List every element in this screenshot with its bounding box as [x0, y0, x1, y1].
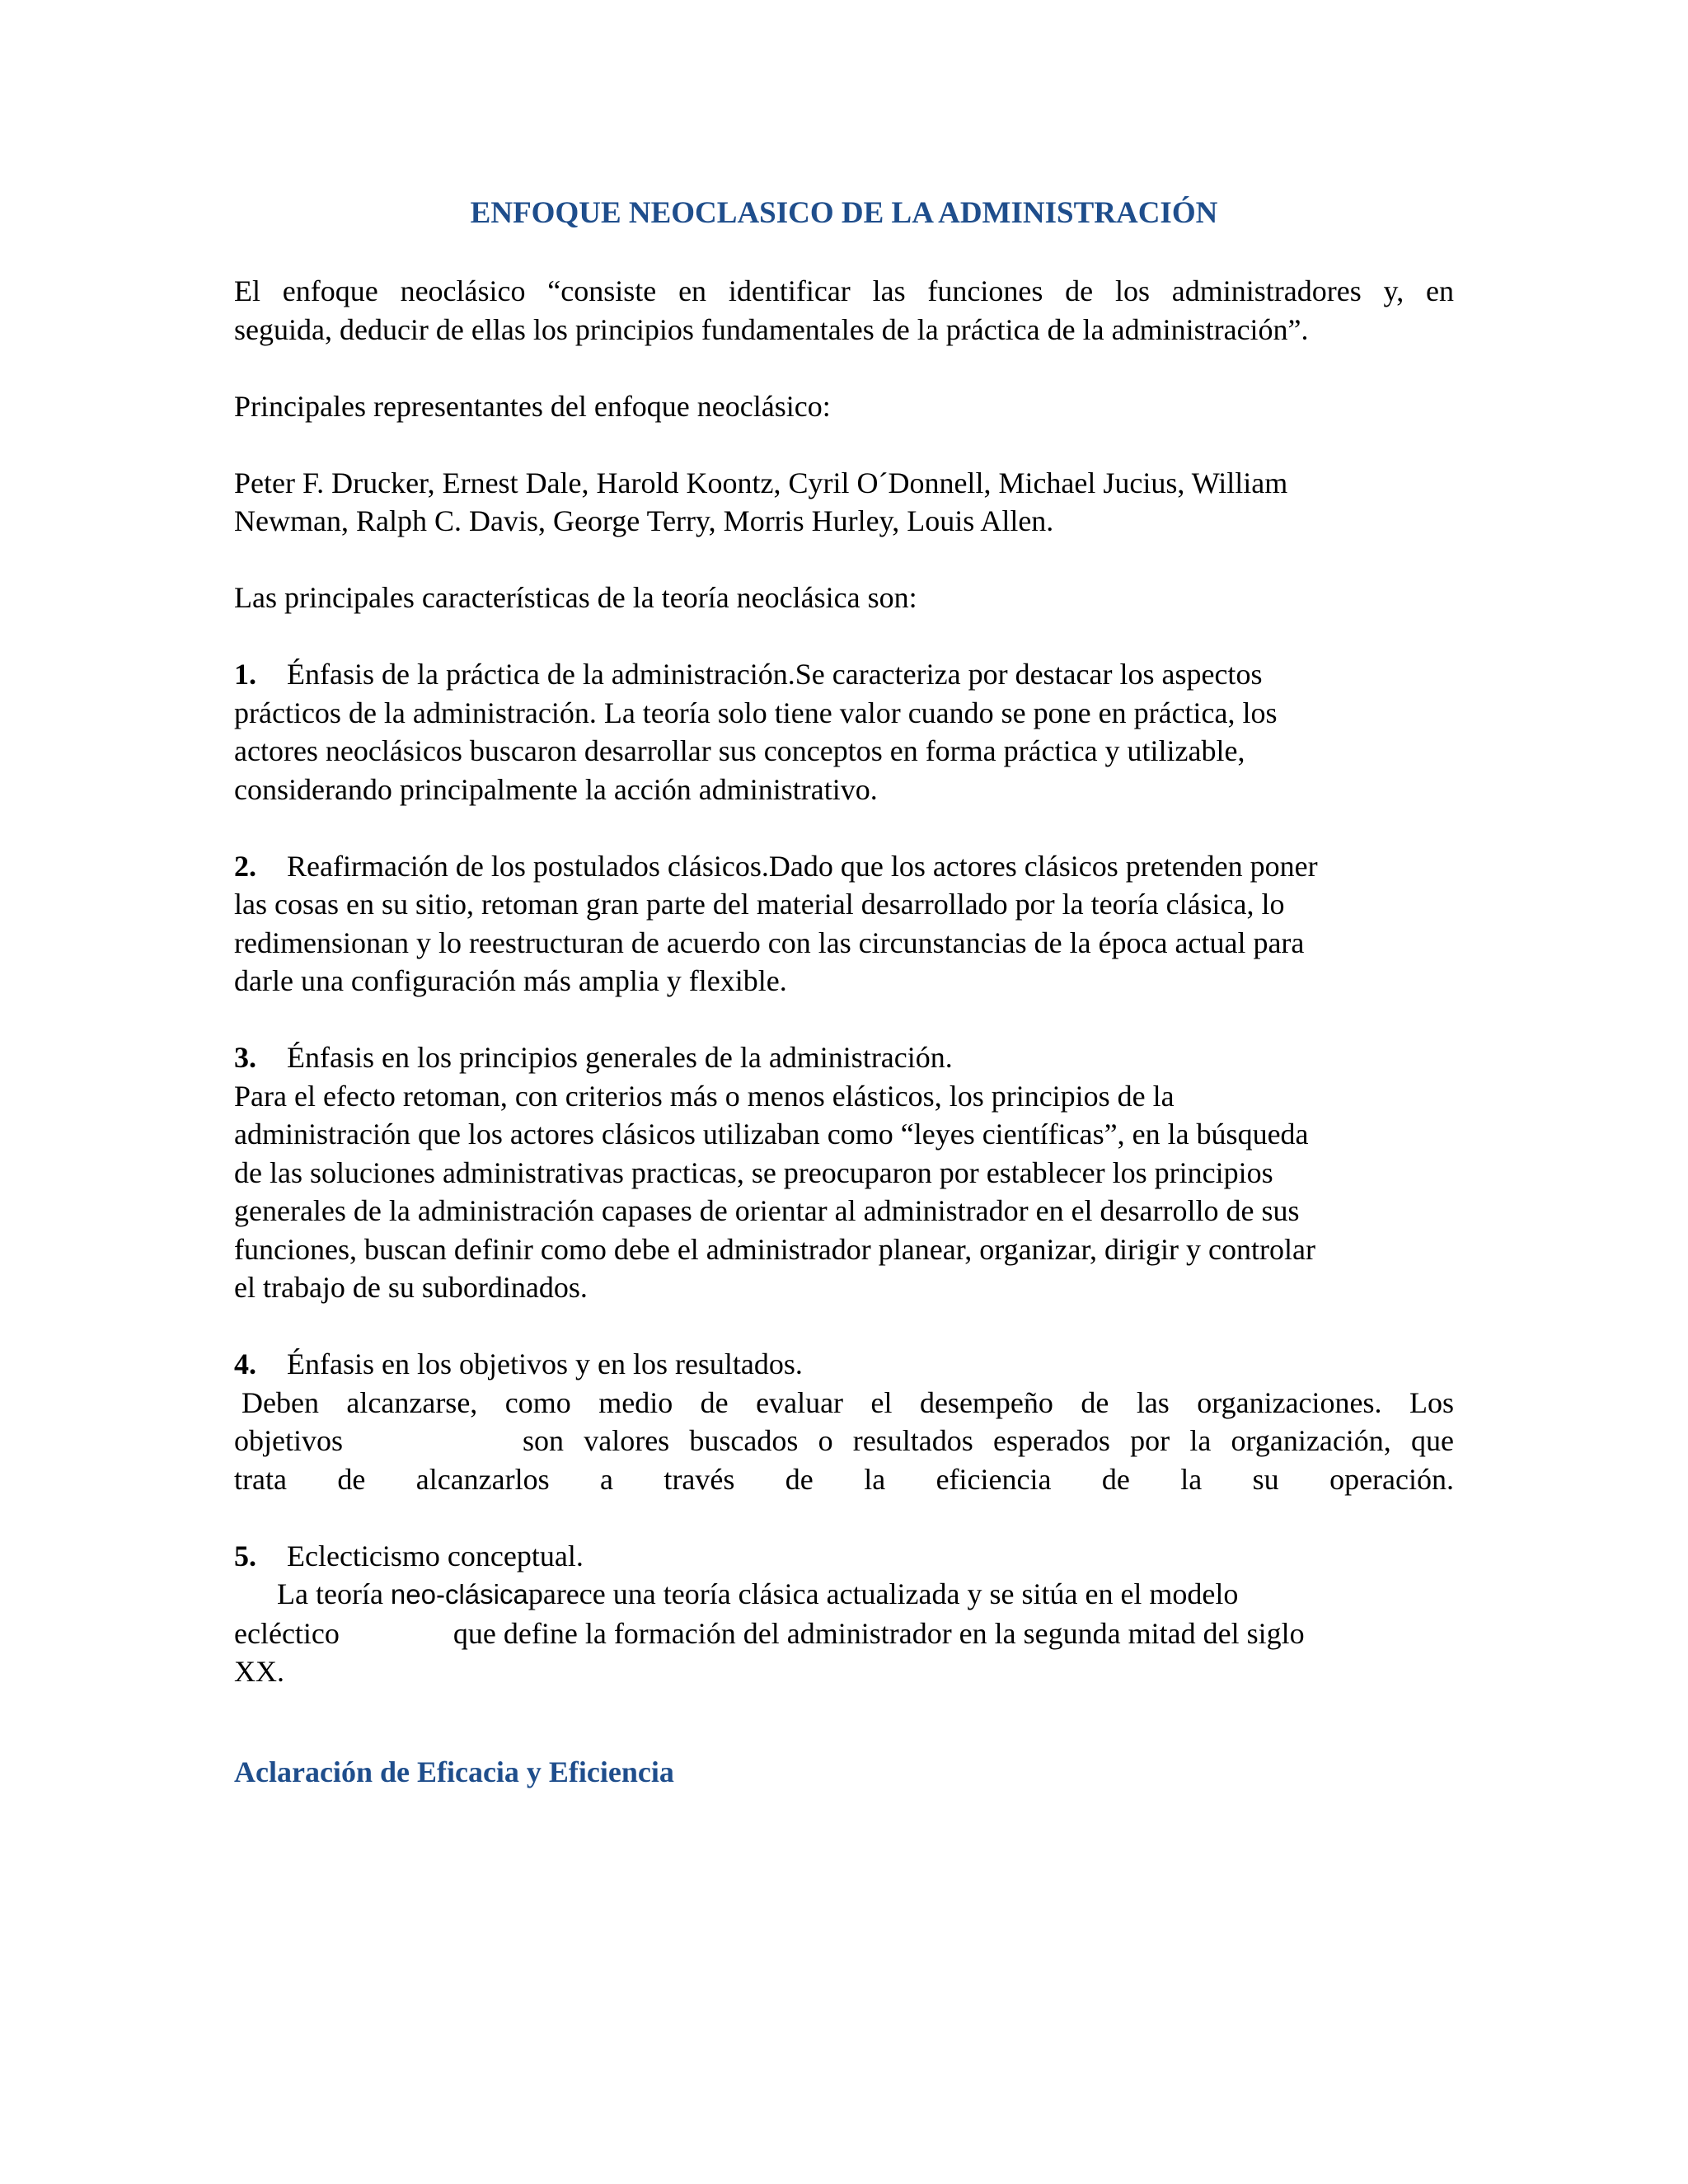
item-number: 1. — [234, 658, 256, 691]
item-text: Énfasis de la práctica de la administración.Se caracteriza por destacar los aspectos — [287, 658, 1263, 691]
representatives-heading: Principales representantes del enfoque neoclásico: — [234, 389, 831, 423]
list-item-heading — [234, 1345, 1454, 1384]
item-line — [234, 1575, 1454, 1615]
item-line: generales de la administración capases de orientar al administrador en el desarrollo de sus — [234, 1194, 1300, 1227]
representatives-line: Newman, Ralph C. Davis, George Terry, Morris Hurley, Louis Allen. — [234, 504, 1054, 537]
item-text: son valores buscados o resultados esperados por la organización, que — [523, 1424, 1454, 1457]
intro-line: seguida, deducir de ellas los principios fundamentales de la práctica de la administración”. — [234, 312, 1309, 346]
item-line: Deben alcanzarse, como medio de evaluar el desempeño de las organizaciones. Los — [241, 1385, 1454, 1419]
item-line: trata de alcanzarlos a través de la eficiencia de la su operación. — [234, 1462, 1454, 1496]
item-text: Reafirmación de los postulados clásicos.Dado que los actores clásicos pretenden poner — [287, 849, 1318, 883]
item-line: administración que los actores clásicos utilizaban como “leyes científicas”, en la búsqueda — [234, 1118, 1309, 1151]
item-text: ecléctico — [234, 1616, 340, 1650]
item-line: actores neoclásicos buscaron desarrollar sus conceptos en forma práctica y utilizable, — [234, 734, 1245, 767]
representatives-line: Peter F. Drucker, Ernest Dale, Harold Koontz, Cyril O´Donnell, Michael Jucius, William — [234, 466, 1288, 499]
list-item-heading — [234, 1537, 1454, 1576]
item-line: funciones, buscan definir como debe el administrador planear, organizar, dirigir y controlar — [234, 1232, 1315, 1266]
section-subheading: Aclaración de Eficacia y Eficiencia — [234, 1755, 674, 1788]
item-line — [234, 1422, 1454, 1460]
item-line: XX. — [234, 1655, 284, 1688]
item-line: Para el efecto retoman, con criterios más o menos elásticos, los principios de la — [234, 1079, 1175, 1113]
item-text: que define la formación del administrador en la segunda mitad del siglo — [452, 1616, 1305, 1650]
item-line: redimensionan y lo reestructuran de acuerdo con las circunstancias de la época actual para — [234, 926, 1305, 959]
item-number: 5. — [234, 1539, 256, 1572]
item-text: La teoría — [277, 1577, 383, 1610]
item-number: 4. — [234, 1347, 256, 1380]
item-line: darle una configuración más amplia y flexible. — [234, 964, 787, 997]
item-text: Énfasis en los objetivos y en los resultados. — [287, 1347, 803, 1380]
list-item-heading — [234, 1038, 1454, 1077]
item-text: parece una teoría clásica actualizada y se sitúa en el modelo — [528, 1577, 1239, 1610]
item-number: 3. — [234, 1041, 256, 1074]
item-text: neo-clásica — [390, 1579, 528, 1610]
item-text: Énfasis en los principios generales de la administración. — [287, 1041, 953, 1074]
page-title: ENFOQUE NEOCLASICO DE LA ADMINISTRACIÓN — [470, 196, 1218, 230]
item-line — [234, 1615, 1454, 1653]
item-line: prácticos de la administración. La teoría solo tiene valor cuando se pone en práctica, los — [234, 696, 1278, 729]
item-line: considerando principalmente la acción administrativo. — [234, 772, 878, 806]
item-line: de las soluciones administrativas practicas, se preocuparon por establecer los principios — [234, 1155, 1273, 1189]
item-text: objetivos — [234, 1424, 343, 1457]
intro-line: El enfoque neoclásico “consiste en identificar las funciones de los administradores y, en — [234, 274, 1454, 307]
list-item-heading — [234, 847, 1454, 886]
item-line: el trabajo de su subordinados. — [234, 1271, 588, 1304]
item-line: las cosas en su sitio, retoman gran parte del material desarrollado por la teoría clásica, lo — [234, 888, 1285, 921]
list-item-heading — [234, 655, 1454, 694]
item-number: 2. — [234, 849, 256, 883]
item-text: Eclecticismo conceptual. — [287, 1539, 584, 1572]
document-body — [234, 272, 1454, 1691]
characteristics-heading: Las principales características de la teoría neoclásica son: — [234, 581, 917, 614]
